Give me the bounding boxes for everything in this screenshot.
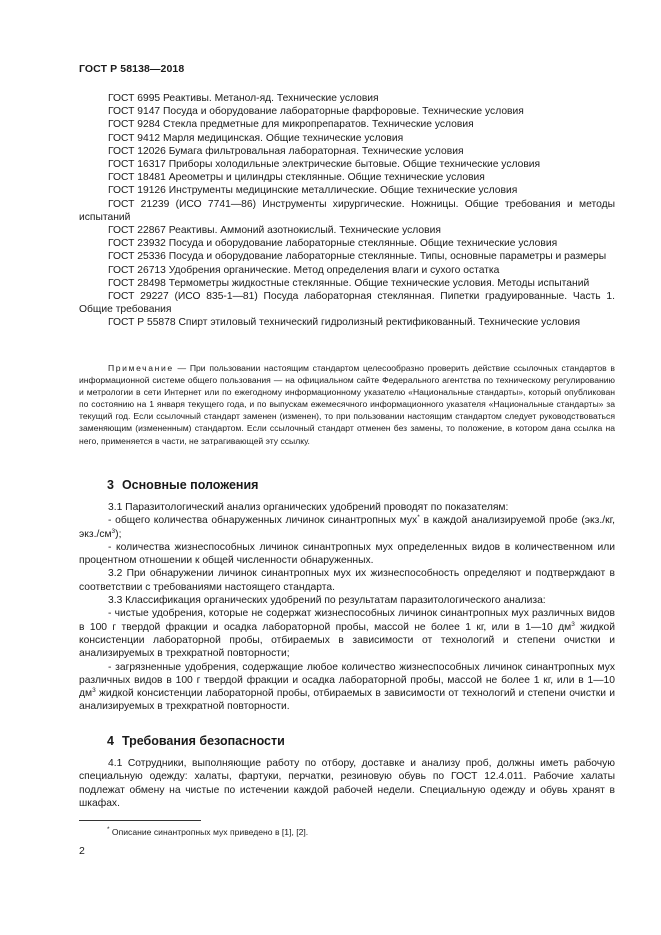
reference-item: ГОСТ 23932 Посуда и оборудование лабораторные стеклянные. Общие технические условия <box>108 238 558 250</box>
reference-item: ГОСТ 19126 Инструменты медицинские металлические. Общие технические условия <box>108 185 518 197</box>
reference-item: ГОСТ 9412 Марля медицинская. Общие технические условия <box>108 132 404 144</box>
reference-item: ГОСТ 22867 Реактивы. Аммоний азотнокислый. Технические условия <box>108 225 441 237</box>
reference-item: ГОСТ 6995 Реактивы. Метанол-яд. Технические условия <box>108 93 379 104</box>
reference-item: ГОСТ 16317 Приборы холодильные электрические бытовые. Общие технические условия <box>108 159 541 171</box>
reference-item: ГОСТ 18481 Ареометры и цилиндры стеклянные. Общие технические условия <box>108 172 485 184</box>
paragraph: - общего количества обнаруженных личинок синантропных мух* в каждой анализируемой пробе (экз./кг, $экз./см^3$); <box>79 514 615 540</box>
paragraph: 3.3 Классификация органических удобрений по результатам паразитологического анализа: <box>108 595 546 607</box>
reference-item: ГОСТ Р 55878 Спирт этиловый технический гидролизный ректификованный. Технические условия <box>108 317 581 329</box>
footnote <box>107 827 308 837</box>
section-title: Основные положения <box>121 478 259 492</box>
references-note <box>79 362 615 447</box>
references-list <box>79 92 615 330</box>
paragraph: 3.2 При обнаружении личинок синантропных мух их жизнеспособность определяют и подтверждают в соответствии с требованиями настоящего стандарта. <box>79 568 615 593</box>
paragraph: - чистые удобрения, которые не содержат жизнеспособных личинок синантропных мух различных видов в 100 г твердой фракции и осадка лабораторной пробы, массой не более 1 кг, или в 1—10 $дм^3$ жидкой консистенции лабораторной пробы, отбираемых в зависимости от технологий и степени очистки и анализируемых в трехкратной повторности; <box>79 608 615 660</box>
reference-item: ГОСТ 28498 Термометры жидкостные стеклянные. Общие технические условия. Методы испытаний <box>108 277 590 289</box>
paragraph: - загрязненные удобрения, содержащие любое количество жизнеспособных личинок синантропных мух различных видов в 100 г твердой фракции и осадка лабораторной пробы, массой не более 1 кг, или в 1—10 $дм^3$ жидкой консистенции лабораторной пробы, отбираемых в зависимости от технологий и степени очистки и анализируемых в трехкратной повторности. <box>79 661 615 713</box>
paragraph: 4.1 Сотрудники, выполняющие работу по отбору, доставке и анализу проб, должны иметь рабочую специальную одежду: халаты, фартуки, перчатки, резиновую обувь по ГОСТ 12.4.011. Рабочие халаты подлежат обмену на чистые по истечении каждой рабочей недели. Специальную одежду и обувь хранят в шкафах. <box>79 758 615 809</box>
reference-item: ГОСТ 29227 (ИСО 835-1—81) Посуда лабораторная стеклянная. Пипетки градуированные. Часть 1. Общие требования <box>79 291 615 316</box>
reference-item: ГОСТ 9284 Стекла предметные для микропрепаратов. Технические условия <box>108 119 474 131</box>
reference-item: ГОСТ 12026 Бумага фильтровальная лабораторная. Технические условия <box>108 145 464 157</box>
section-4-body <box>79 757 615 810</box>
paragraph: 3.1 Паразитологический анализ органических удобрений проводят по показателям: <box>108 502 509 513</box>
paragraph: - количества жизнеспособных личинок синантропных мух определенных видов в количественном или процентном отношении к общей численности обнаруженных. <box>79 541 615 567</box>
page-number: 2 <box>79 845 85 857</box>
section-number: 4 <box>107 734 114 748</box>
section-3-heading <box>107 478 258 492</box>
footnote-mark: * <box>107 826 110 833</box>
footnote-ref: * <box>417 514 420 522</box>
footnote-text: Описание синантропных мух приведено в [1], [2]. <box>109 827 309 837</box>
section-3-body <box>79 501 615 714</box>
section-number: 3 <box>107 478 114 492</box>
reference-item: ГОСТ 26713 Удобрения органические. Метод определения влаги и сухого остатка <box>108 264 500 276</box>
section-title: Требования безопасности <box>121 734 285 748</box>
note-text: — При пользовании настоящим стандартом целесообразно проверить действие ссылочных стандартов в информационной системе общего пользования — на официальном сайте Федерального агентства по техническому регулированию и метрологии в сети Интернет или по ежегодному информационному указателю «Национальные стандарты», который опубликован по состоянию на 1 января текущего года, и по выпускам ежемесячного информационного указателя «Национальные стандарты» за текущий год. Если ссылочный стандарт заменен (изменен), то при пользовании настоящим стандартом следует руководствоваться заменяющим (измененным) стандартом. Если ссылочный стандарт отменен без замены, то положение, в котором дана ссылка на него, применяется в части, не затрагивающей эту ссылку. <box>79 363 615 446</box>
section-4-heading <box>107 734 285 748</box>
reference-item: ГОСТ 21239 (ИСО 7741—86) Инструменты хирургические. Ножницы. Общие требования и методы испытаний <box>79 198 615 223</box>
reference-item: ГОСТ 25336 Посуда и оборудование лабораторные стеклянные. Типы, основные параметры и размеры <box>108 251 607 263</box>
reference-item: ГОСТ 9147 Посуда и оборудование лабораторные фарфоровые. Технические условия <box>108 106 524 118</box>
note-label: Примечание <box>108 363 174 373</box>
document-header: ГОСТ Р 58138—2018 <box>79 63 185 75</box>
footnote-divider <box>79 820 201 821</box>
